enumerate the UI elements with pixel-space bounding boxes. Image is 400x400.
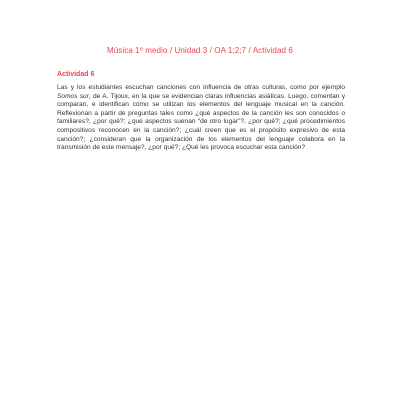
breadcrumb-header: Música 1º medio / Unidad 3 / OA 1;2;7 / Actividad 6	[107, 46, 293, 55]
activity-title: Actividad 6	[57, 71, 95, 78]
description-text-start: Las y los estudiantes escuchan canciones con influencia de otras culturas, como por ejemplo	[57, 84, 345, 91]
description-text-rest: , de A. Tijoux, en la que se evidencian claras influencias asiáticas. Luego, comentan y comparan, e identifican cómo se utilizan los elementos del lenguaje musical en la canción. Reflexionan a partir de preguntas tales como ¿qué aspectos de la canción les son conocidos o familiares?, ¿por qué?; ¿qué aspectos suenan “de otro lugar”?, ¿por qué?; ¿qué procedimientos compositivos reconocen en la canción?; ¿cuál creen que es el propósito expresivo de esta canción?; ¿consideran que la organización de los elementos del lenguaje colabora en la transmisión de este mensaje?, ¿por qué?; ¿Qué les provoca escuchar esta canción?	[57, 92, 345, 152]
activity-description	[57, 84, 345, 153]
song-title: Somos sur	[57, 92, 89, 100]
